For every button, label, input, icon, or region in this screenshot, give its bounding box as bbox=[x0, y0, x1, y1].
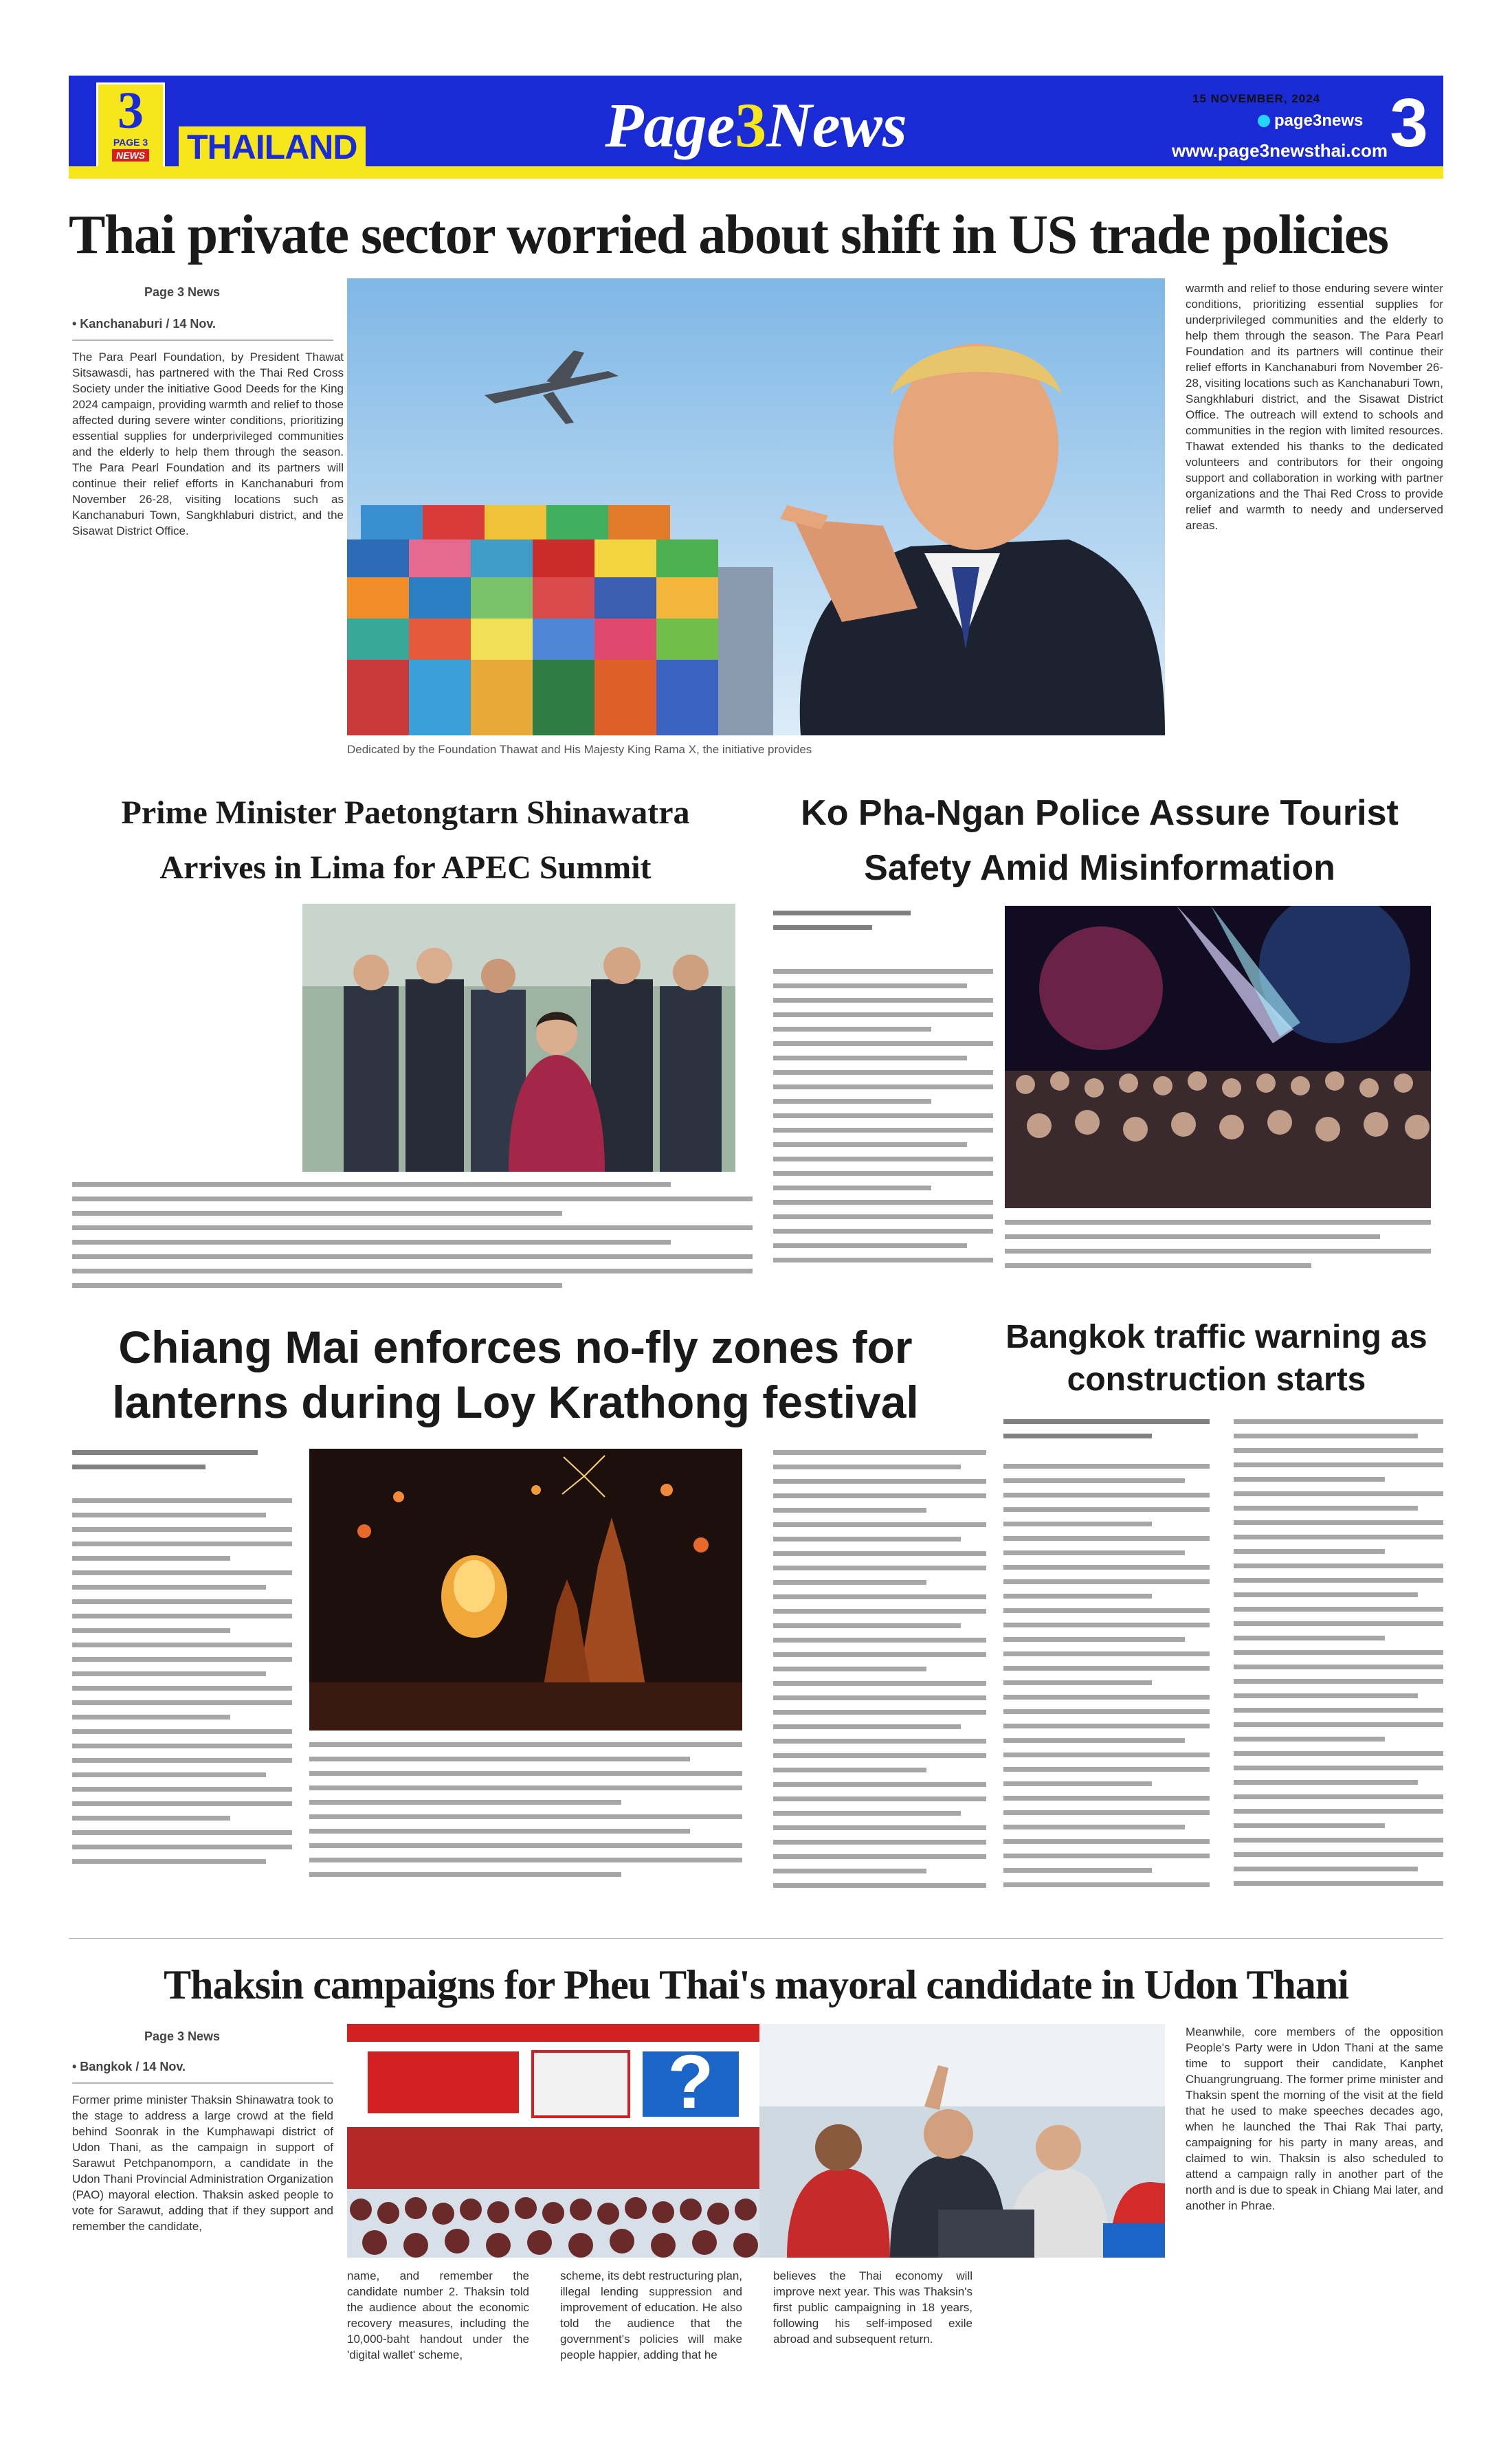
social-handle[interactable] bbox=[1258, 111, 1363, 131]
thaksin-body-col-4: believes the Thai economy will improve next year. This was Thaksin's first public campaigning in 18 years, following his self-imposed exile abroad and subsequent return. bbox=[773, 2269, 972, 2346]
divider bbox=[72, 340, 333, 341]
social-icon bbox=[1258, 115, 1270, 127]
section-divider bbox=[69, 1938, 1443, 1939]
headline-bangkok[interactable]: Bangkok traffic warning as construction starts bbox=[1005, 1319, 1427, 1398]
trade-photo[interactable] bbox=[347, 278, 1165, 735]
brand-right: News bbox=[766, 90, 907, 160]
thaksin-photo-image bbox=[347, 2024, 1165, 2258]
logo-small-text: PAGE 3 bbox=[113, 137, 148, 148]
social-handle-text: page3news bbox=[1274, 111, 1364, 130]
headline-apec[interactable]: Prime Minister Paetongtarn Shinawatra Arrives in Lima for APEC Summit bbox=[121, 794, 690, 886]
thaksin-body-col-3: scheme, its debt restructuring plan, illegal lending suppression and improvement of education. He also told the audience that the government's policies will make people happier, adding that he bbox=[560, 2269, 742, 2361]
kophangan-caption bbox=[1005, 1220, 1431, 1295]
region-label: THAILAND bbox=[179, 126, 366, 168]
chiangmai-photo[interactable] bbox=[309, 1449, 742, 1731]
issue-date: 15 NOVEMBER, 2024 bbox=[1192, 92, 1321, 105]
kophangan-photo-image bbox=[1005, 906, 1431, 1208]
kophangan-photo[interactable] bbox=[1005, 906, 1431, 1208]
brand-left: Page bbox=[605, 90, 735, 160]
thaksin-body-col-2: name, and remember the candidate number 2. Thaksin told the audience about the economic recovery measures, including the 10,000-baht handout under the 'digital wallet' scheme, bbox=[347, 2269, 529, 2361]
headline-kophangan[interactable]: Ko Pha-Ngan Police Assure Tourist Safety Amid Misinformation bbox=[801, 793, 1399, 888]
page-number: 3 bbox=[1390, 85, 1428, 162]
bangkok-body-col-2 bbox=[1234, 1419, 1443, 1911]
chiangmai-body-col-3 bbox=[773, 1450, 986, 1911]
chiangmai-body-col-1 bbox=[72, 1498, 292, 1890]
trade-body-col-2: warmth and relief to those enduring severe winter conditions, prioritizing essential supplies for underprivileged communities and the elderly to help them through the season. The Para Pearl Foundation and its partners will continue their relief efforts in Kanchanaburi from November 26-28, visiting locations such as Kanchanaburi Town, Sangkhlaburi district, and the Sisawat District Office. The outreach will extend to schools and communities in the region with limited resources. Thawat extended his thanks to the dedicated volunteers and contributors for their ongoing support and collaboration in working with partner organizations and the Thai Red Cross to provide relief and warmth to needy and underserved areas. bbox=[1186, 282, 1443, 532]
logo-number: 3 bbox=[118, 82, 144, 140]
bangkok-byline bbox=[1003, 1419, 1210, 1460]
trade-photo-caption: Dedicated by the Foundation Thawat and His Majesty King Rama X, the initiative provides bbox=[347, 743, 812, 756]
byline-trade: Page 3 News bbox=[144, 285, 221, 299]
byline-thaksin: Page 3 News bbox=[144, 2029, 221, 2043]
thaksin-body-col-5: Meanwhile, core members of the opposition People's Party were in Udon Thani at the same time to support their candidate, Kanphet Chuangrungruang. The former prime minister and Thaksin spent the morning of the visit at the field that he used to make speeches decades ago, when he launched the Thai Rak Thai party, campaigning for his party in many areas, and claimed to win. Thaksin is also scheduled to attend a campaign rally in another part of the north and is due to speak in Chiang Mai later, and another in Phrae. bbox=[1186, 2025, 1443, 2212]
kophangan-body-col-1 bbox=[773, 969, 993, 1292]
headline-trade[interactable]: Thai private sector worried about shift in US trade policies bbox=[69, 205, 1388, 265]
chiangmai-photo-image bbox=[309, 1449, 742, 1731]
kophangan-byline bbox=[773, 911, 911, 952]
apec-photo-image bbox=[302, 904, 735, 1172]
bangkok-body-col-1 bbox=[1003, 1464, 1210, 1911]
dateline-thaksin: • Bangkok / 14 Nov. bbox=[72, 2060, 186, 2073]
thaksin-photo[interactable] bbox=[347, 2024, 1165, 2258]
thaksin-body-col-1: Former prime minister Thaksin Shinawatra took to the stage to address a large crowd at the field behind Soonrak in the Kumphawapi district of Udon Thani, as the campaign in support of Sarawut Petchpanomporn, a candidate in the Udon Thani Provincial Administration Organization (PAO) mayoral election. Thaksin asked people to vote for Sarawut, adding that if they support and remember the candidate, bbox=[72, 2093, 333, 2233]
trade-body-col-1: The Para Pearl Foundation, by President Thawat Sitsawasdi, has partnered with the Thai Red Cross Society under the initiative Good Deeds for the King 2024 campaign, providing warmth and relief to those affected during severe winter conditions, prioritizing essential supplies for underprivileged communities and the elderly to help them through the season. The Para Pearl Foundation and its partners will continue their relief efforts in Kanchanaburi from November 26-28, visiting locations such as Kanchanaburi Town, Sangkhlaburi district, and the Sisawat District Office. bbox=[72, 350, 344, 537]
apec-photo[interactable] bbox=[302, 904, 735, 1172]
brand-number: 3 bbox=[735, 90, 767, 160]
dateline-trade: • Kanchanaburi / 14 Nov. bbox=[72, 317, 216, 331]
trade-photo-image bbox=[347, 278, 1165, 735]
website-link[interactable]: www.page3newsthai.com bbox=[1172, 140, 1388, 161]
chiangmai-body-col-2 bbox=[309, 1742, 742, 1893]
apec-body-text bbox=[72, 1182, 753, 1299]
chiangmai-byline bbox=[72, 1450, 258, 1491]
svg-text:?: ? bbox=[667, 2040, 714, 2124]
headline-thaksin[interactable]: Thaksin campaigns for Pheu Thai's mayoral candidate in Udon Thani bbox=[164, 1962, 1348, 2007]
masthead-strip bbox=[69, 166, 1443, 179]
headline-chiangmai[interactable]: Chiang Mai enforces no-fly zones for lanterns during Loy Krathong festival bbox=[112, 1322, 919, 1427]
masthead bbox=[69, 76, 1443, 179]
logo-news-badge: NEWS bbox=[112, 149, 149, 162]
divider bbox=[72, 2082, 333, 2084]
